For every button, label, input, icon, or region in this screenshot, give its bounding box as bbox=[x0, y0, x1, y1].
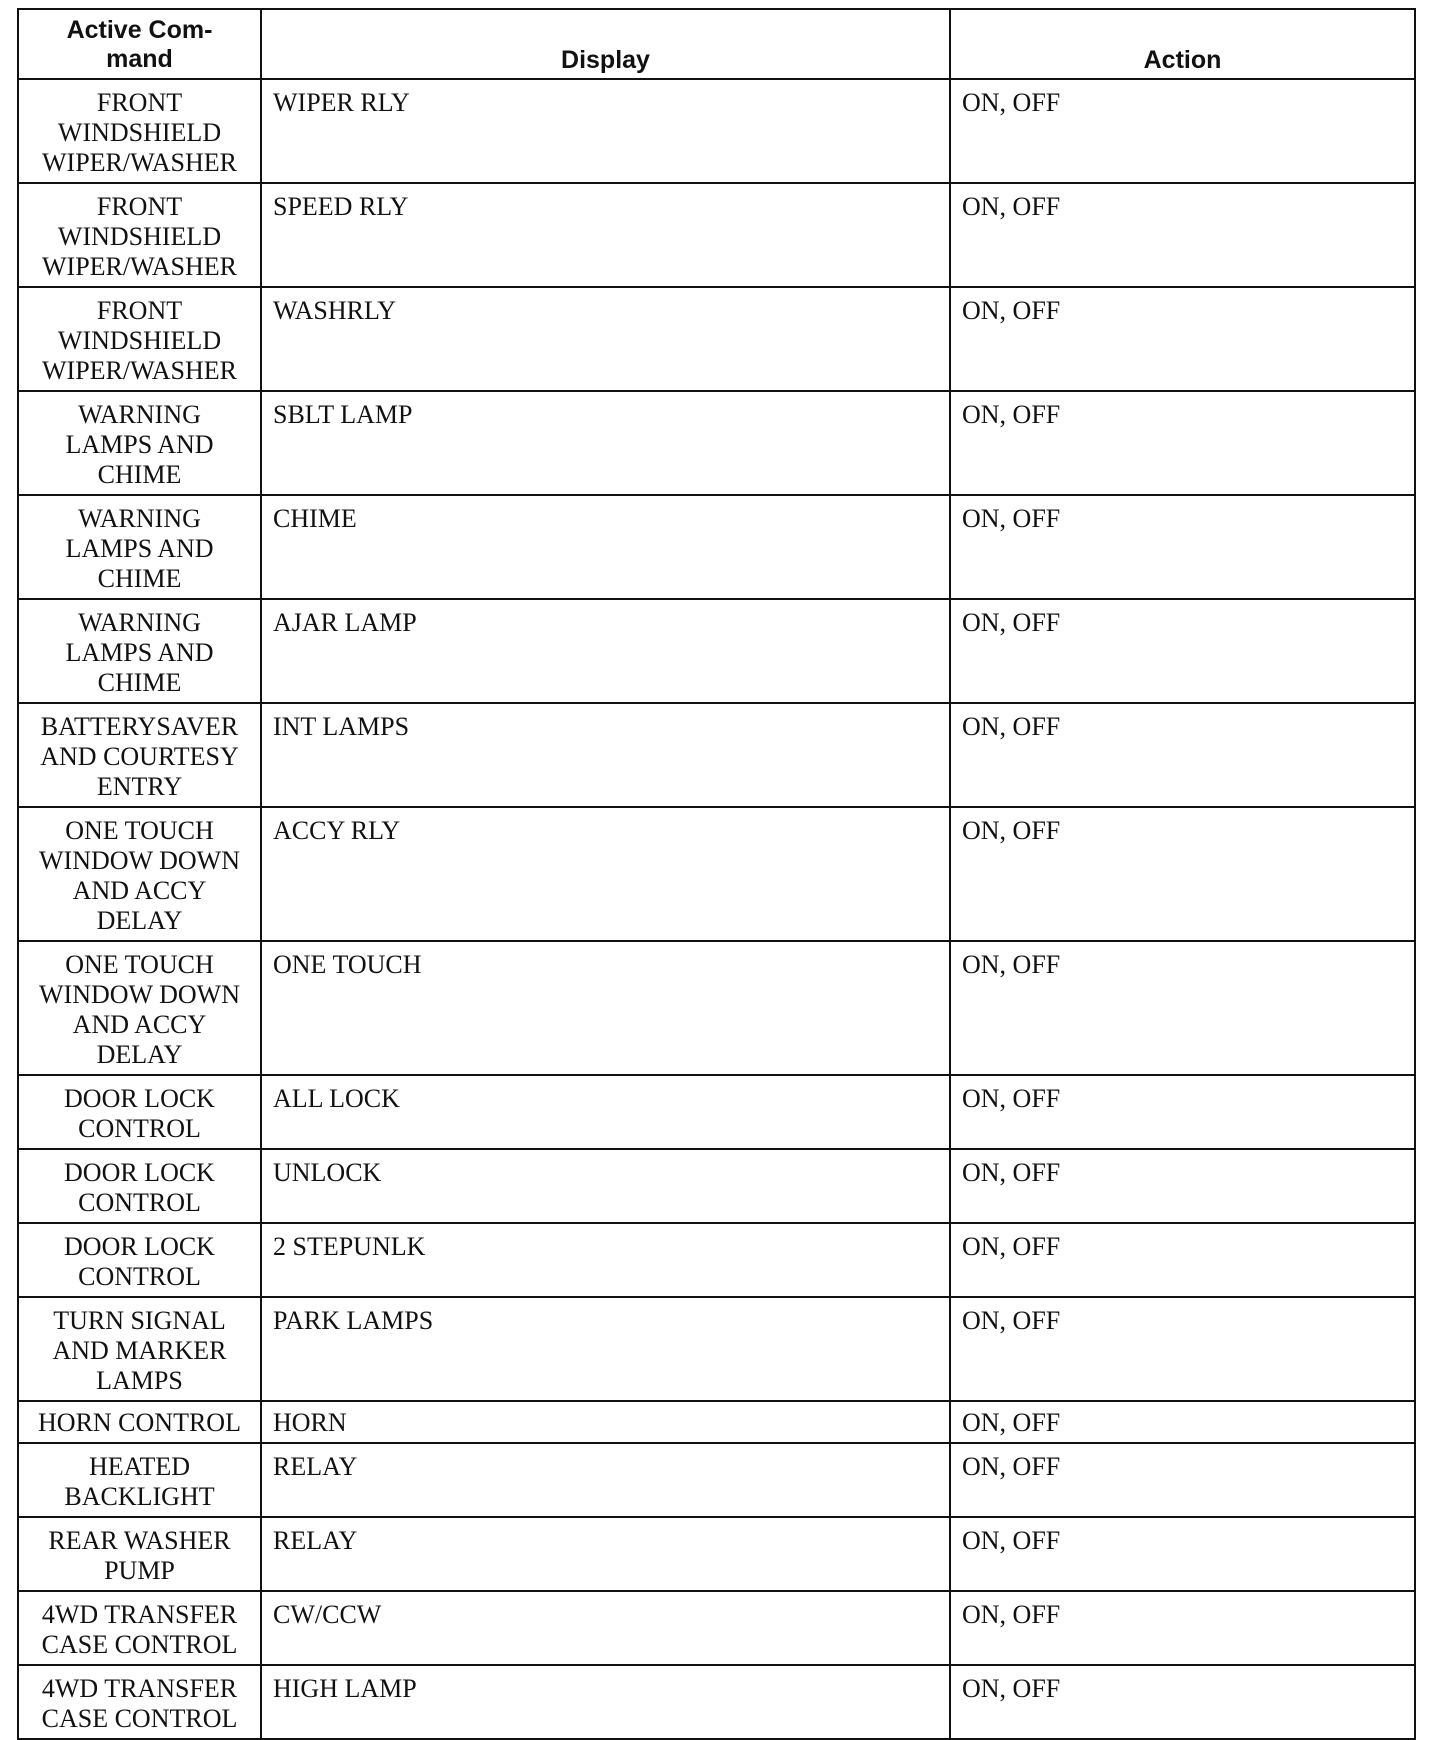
table-row bbox=[18, 807, 1415, 941]
cell-action: ON, OFF bbox=[950, 1443, 1415, 1517]
table-row bbox=[18, 495, 1415, 599]
table-row bbox=[18, 1443, 1415, 1517]
table-row bbox=[18, 79, 1415, 183]
cell-active-command: DOOR LOCK CONTROL bbox=[18, 1149, 261, 1223]
header-display: Display bbox=[261, 9, 950, 79]
active-command-table bbox=[17, 8, 1416, 1740]
table-row bbox=[18, 1149, 1415, 1223]
cell-active-command: HORN CONTROL bbox=[18, 1401, 261, 1443]
cell-display: ALL LOCK bbox=[261, 1075, 950, 1149]
cell-display: PARK LAMPS bbox=[261, 1297, 950, 1401]
cell-action: ON, OFF bbox=[950, 1075, 1415, 1149]
cell-active-command: ONE TOUCH WINDOW DOWN AND ACCY DELAY bbox=[18, 941, 261, 1075]
header-active-command: Active Com- mand bbox=[18, 9, 261, 79]
cell-active-command: 4WD TRANSFER CASE CONTROL bbox=[18, 1665, 261, 1739]
table-header bbox=[18, 9, 1415, 79]
cell-action: ON, OFF bbox=[950, 599, 1415, 703]
header-row bbox=[18, 9, 1415, 79]
cell-action: ON, OFF bbox=[950, 79, 1415, 183]
header-action: Action bbox=[950, 9, 1415, 79]
cell-display: AJAR LAMP bbox=[261, 599, 950, 703]
table-row bbox=[18, 183, 1415, 287]
cell-display: 2 STEPUNLK bbox=[261, 1223, 950, 1297]
cell-display: SPEED RLY bbox=[261, 183, 950, 287]
cell-action: ON, OFF bbox=[950, 1517, 1415, 1591]
cell-active-command: WARNING LAMPS AND CHIME bbox=[18, 391, 261, 495]
cell-display: ACCY RLY bbox=[261, 807, 950, 941]
table-body bbox=[18, 79, 1415, 1739]
table-row bbox=[18, 1517, 1415, 1591]
table-row bbox=[18, 1075, 1415, 1149]
cell-active-command: FRONT WINDSHIELD WIPER/WASHER bbox=[18, 183, 261, 287]
cell-active-command: TURN SIGNAL AND MARKER LAMPS bbox=[18, 1297, 261, 1401]
table-row bbox=[18, 1665, 1415, 1739]
cell-action: ON, OFF bbox=[950, 807, 1415, 941]
table-row bbox=[18, 287, 1415, 391]
cell-active-command: DOOR LOCK CONTROL bbox=[18, 1075, 261, 1149]
table-row bbox=[18, 599, 1415, 703]
cell-active-command: WARNING LAMPS AND CHIME bbox=[18, 495, 261, 599]
cell-active-command: BATTERYSAVER AND COURTESY ENTRY bbox=[18, 703, 261, 807]
cell-action: ON, OFF bbox=[950, 1591, 1415, 1665]
table-row bbox=[18, 941, 1415, 1075]
cell-active-command: WARNING LAMPS AND CHIME bbox=[18, 599, 261, 703]
table-row bbox=[18, 391, 1415, 495]
cell-action: ON, OFF bbox=[950, 183, 1415, 287]
table-row bbox=[18, 1223, 1415, 1297]
cell-display: ONE TOUCH bbox=[261, 941, 950, 1075]
cell-action: ON, OFF bbox=[950, 941, 1415, 1075]
cell-display: UNLOCK bbox=[261, 1149, 950, 1223]
cell-display: HIGH LAMP bbox=[261, 1665, 950, 1739]
table-row bbox=[18, 1401, 1415, 1443]
cell-action: ON, OFF bbox=[950, 495, 1415, 599]
cell-display: RELAY bbox=[261, 1517, 950, 1591]
cell-action: ON, OFF bbox=[950, 1149, 1415, 1223]
cell-action: ON, OFF bbox=[950, 287, 1415, 391]
cell-action: ON, OFF bbox=[950, 703, 1415, 807]
cell-action: ON, OFF bbox=[950, 1401, 1415, 1443]
cell-active-command: DOOR LOCK CONTROL bbox=[18, 1223, 261, 1297]
cell-display: SBLT LAMP bbox=[261, 391, 950, 495]
cell-display: HORN bbox=[261, 1401, 950, 1443]
table-row bbox=[18, 1591, 1415, 1665]
cell-action: ON, OFF bbox=[950, 391, 1415, 495]
cell-active-command: 4WD TRANSFER CASE CONTROL bbox=[18, 1591, 261, 1665]
cell-display: CHIME bbox=[261, 495, 950, 599]
cell-active-command: ONE TOUCH WINDOW DOWN AND ACCY DELAY bbox=[18, 807, 261, 941]
cell-active-command: REAR WASHER PUMP bbox=[18, 1517, 261, 1591]
cell-display: CW/CCW bbox=[261, 1591, 950, 1665]
cell-action: ON, OFF bbox=[950, 1297, 1415, 1401]
cell-display: INT LAMPS bbox=[261, 703, 950, 807]
cell-action: ON, OFF bbox=[950, 1665, 1415, 1739]
cell-active-command: HEATED BACKLIGHT bbox=[18, 1443, 261, 1517]
table-row bbox=[18, 703, 1415, 807]
cell-active-command: FRONT WINDSHIELD WIPER/WASHER bbox=[18, 287, 261, 391]
cell-display: RELAY bbox=[261, 1443, 950, 1517]
cell-action: ON, OFF bbox=[950, 1223, 1415, 1297]
cell-active-command: FRONT WINDSHIELD WIPER/WASHER bbox=[18, 79, 261, 183]
document-page bbox=[17, 8, 1414, 1740]
cell-display: WASHRLY bbox=[261, 287, 950, 391]
cell-display: WIPER RLY bbox=[261, 79, 950, 183]
table-row bbox=[18, 1297, 1415, 1401]
